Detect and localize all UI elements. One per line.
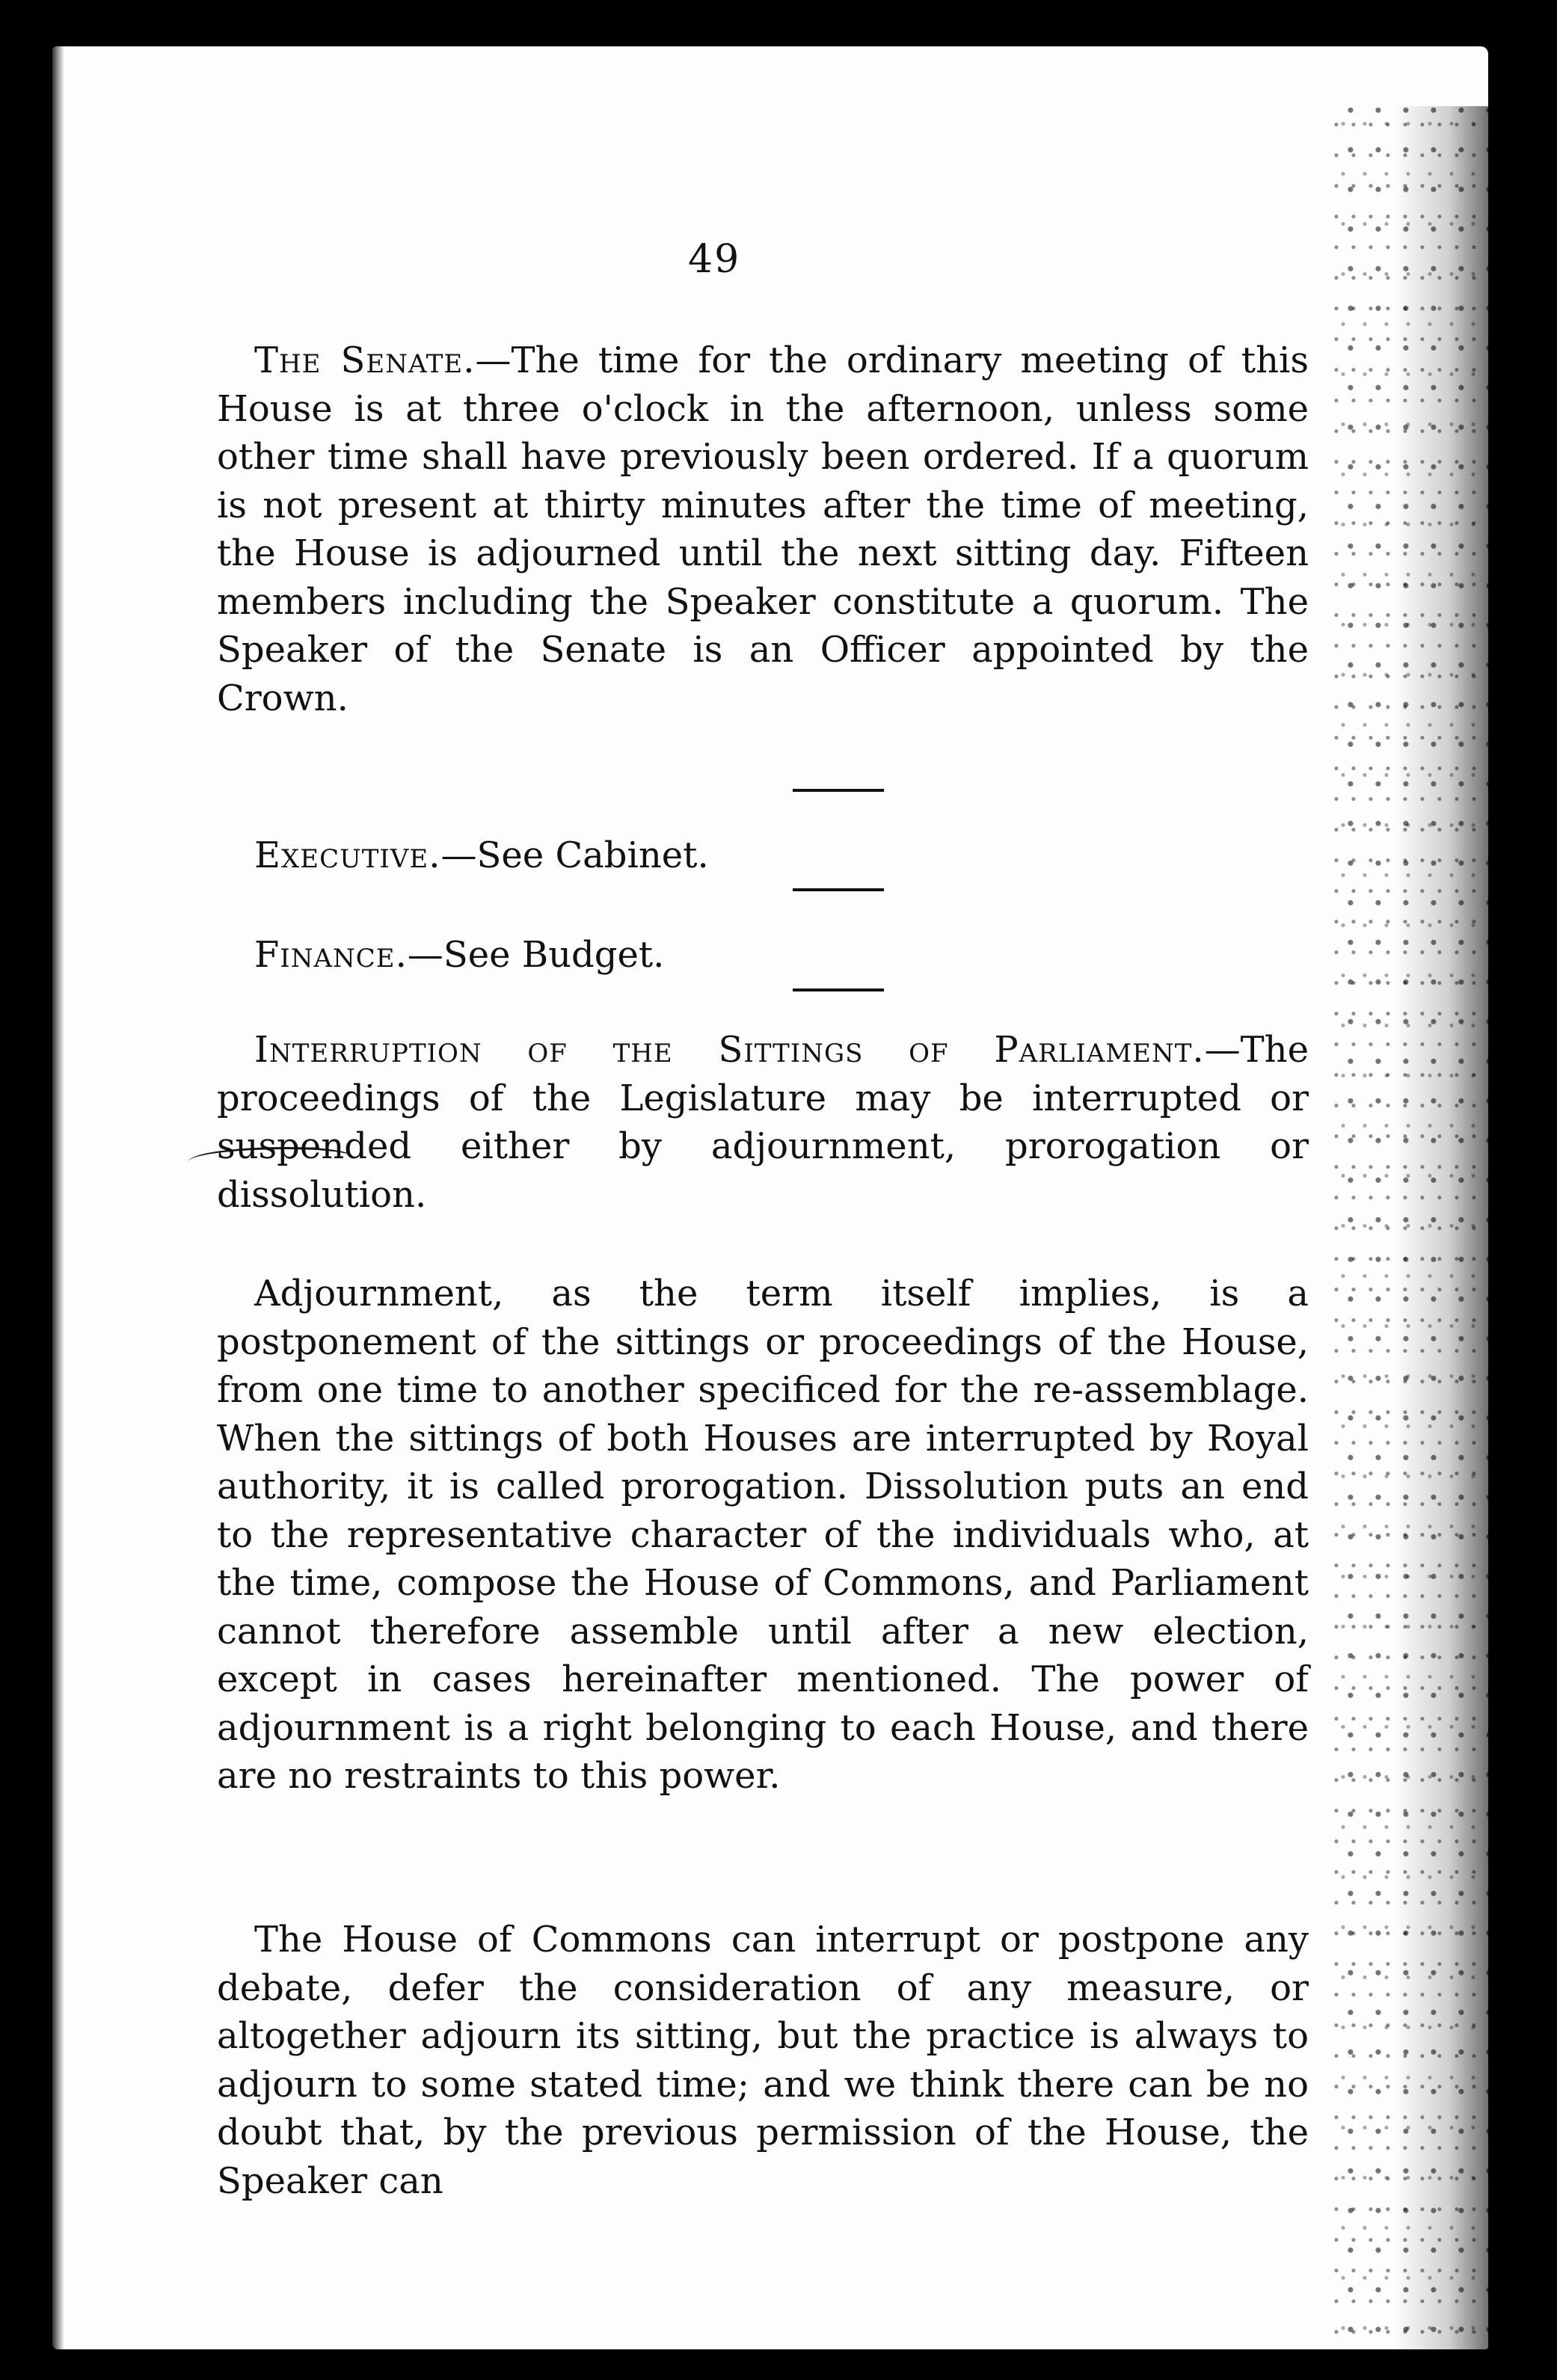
- section-divider: [793, 988, 884, 991]
- interruption-heading: Interruption of the Sittings of Parliament.: [254, 1029, 1205, 1071]
- senate-entry: [217, 336, 1309, 722]
- book-page: [52, 46, 1488, 2349]
- commons-paragraph: The House of Commons can interrupt or postpone any debate, defer the consideration of any measure, or altogether adjourn its sitting, but the practice is always to adjourn to some stated time; and we think there can be no doubt that, by the previous permission of the House, the Speaker can: [217, 1919, 1309, 2202]
- senate-body: —The time for the ordinary meeting of this House is at three o'clock in the afternoon, unless some other time shall have previously been ordered. If a quorum is not present at thirty minutes after the time of meeting, the House is adjourned until the next sitting day. Fifteen members including the Speaker constitute a quorum. The Speaker of the Senate is an Officer appointed by the Crown.: [217, 339, 1309, 719]
- page-number: 49: [688, 237, 741, 282]
- executive-heading: Executive.: [254, 834, 441, 876]
- interruption-body: —The proceedings of the Legislature may be interrupted or suspended either by adjournment, prorogation or dissolution.: [217, 1029, 1309, 1216]
- page-shadow-left: [52, 46, 64, 2349]
- adjournment-paragraph: Adjournment, as the term itself implies, is a postponement of the sittings or proceedings of the House, from one time to another specificed for the re-assemblage. When the sittings of both Houses are interrupted by Royal authority, it is called prorogation. Dissolution puts an end to the representative character of the individuals who, at the time, compose the House of Commons, and Parliament cannot therefore assemble until after a new election, except in cases hereinafter mentioned. The power of adjournment is a right belonging to each House, and there are no restraints to this power.: [217, 1273, 1309, 1797]
- finance-body: —See Budget.: [407, 934, 665, 976]
- senate-heading: The Senate.: [254, 339, 476, 381]
- section-divider: [793, 789, 884, 792]
- interruption-entry: [217, 1026, 1309, 1219]
- executive-body: —See Cabinet.: [440, 834, 709, 876]
- section-divider: [793, 888, 884, 891]
- finance-heading: Finance.: [254, 934, 408, 976]
- executive-entry: [254, 831, 1309, 880]
- ink-flourish: [188, 1147, 353, 1172]
- finance-entry: [254, 931, 1309, 980]
- page-edge-speckle: [1331, 106, 1488, 2349]
